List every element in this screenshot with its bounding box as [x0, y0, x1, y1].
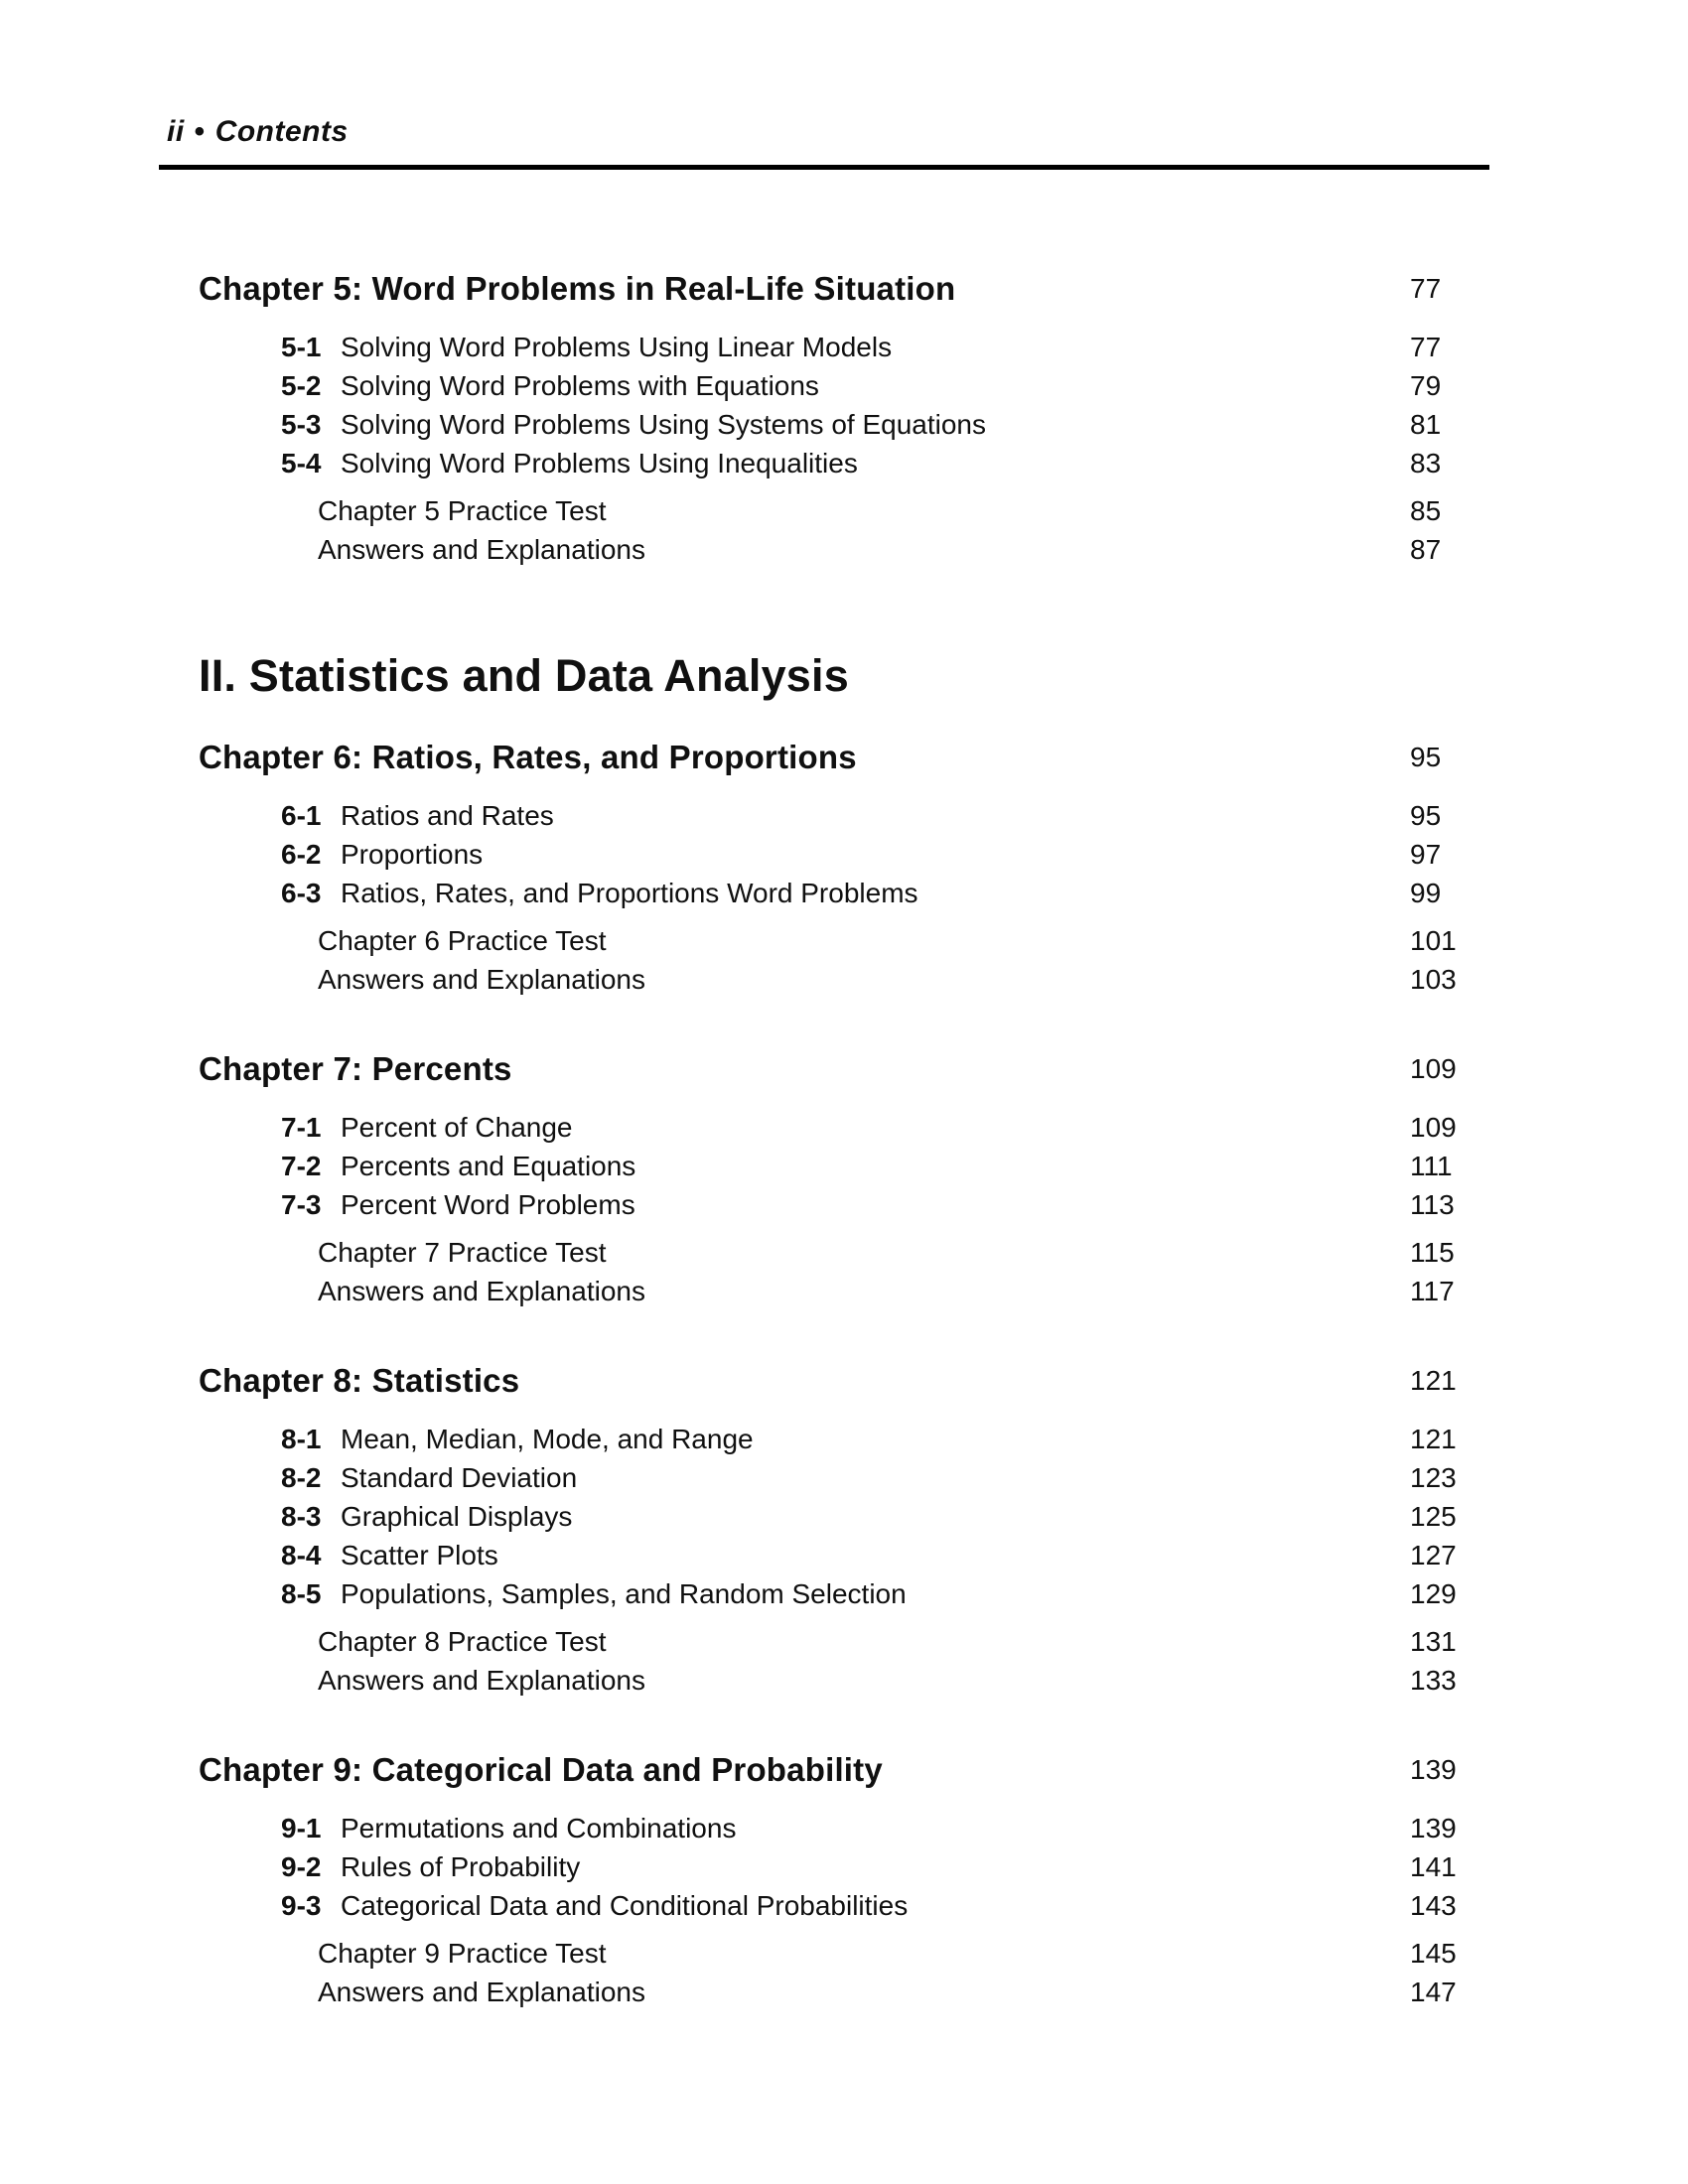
toc-item [0, 328, 1688, 366]
practice-test-label: Chapter 7 Practice Test [318, 1237, 607, 1268]
answers-page-number: 133 [1410, 1665, 1457, 1696]
practice-test-label: Chapter 9 Practice Test [318, 1938, 607, 1969]
bullet-separator: • [194, 115, 206, 148]
toc-item [0, 1886, 1688, 1925]
toc-extra-item [0, 530, 1688, 569]
folio-page-number: ii [167, 115, 185, 148]
toc-item [0, 405, 1688, 444]
answers-page-number: 87 [1410, 534, 1442, 565]
section-title: Mean, Median, Mode, and Range [341, 1424, 754, 1454]
section-title: Populations, Samples, and Random Selection [341, 1578, 907, 1609]
section-page-number: 83 [1410, 448, 1442, 478]
toc-item [0, 1420, 1688, 1458]
running-header-title: Contents [214, 115, 349, 148]
section-title: Standard Deviation [341, 1462, 578, 1493]
chapter-items [0, 796, 1688, 912]
section-title: Ratios and Rates [341, 800, 554, 831]
section-title: Graphical Displays [341, 1501, 573, 1532]
section-page-number: 143 [1410, 1890, 1457, 1921]
section-number: 5-4 [281, 448, 322, 478]
toc-item [0, 1809, 1688, 1847]
chapter-extras [0, 1934, 1688, 2011]
section-title: Solving Word Problems Using Systems of Equations [341, 409, 986, 440]
toc-extra-item [0, 491, 1688, 530]
toc-extra-item [0, 1973, 1688, 2011]
chapter-page-number: 95 [1410, 742, 1442, 772]
toc-item [0, 1458, 1688, 1497]
toc-content [0, 266, 1688, 2011]
section-page-number: 123 [1410, 1462, 1457, 1493]
chapter-page-number: 77 [1410, 273, 1442, 304]
section-number: 5-2 [281, 370, 322, 401]
section-page-number: 109 [1410, 1112, 1457, 1143]
toc-item [0, 444, 1688, 482]
answers-label: Answers and Explanations [318, 1276, 645, 1306]
section-page-number: 113 [1410, 1189, 1455, 1220]
section-page-number: 129 [1410, 1578, 1457, 1609]
practice-test-page-number: 85 [1410, 495, 1442, 526]
section-page-number: 79 [1410, 370, 1442, 401]
section-title: Permutations and Combinations [341, 1813, 737, 1843]
toc-item [0, 835, 1688, 874]
section-number: 9-3 [281, 1890, 322, 1921]
section-number: 9-1 [281, 1813, 322, 1843]
chapter-title: Chapter 8: Statistics [199, 1362, 520, 1399]
answers-page-number: 117 [1410, 1276, 1455, 1306]
section-title: Solving Word Problems with Equations [341, 370, 819, 401]
chapter-9-block [0, 1747, 1688, 2011]
toc-item [0, 874, 1688, 912]
section-title: Percents and Equations [341, 1151, 636, 1181]
section-page-number: 139 [1410, 1813, 1457, 1843]
chapter-page-number: 121 [1410, 1365, 1457, 1396]
toc-item [0, 1574, 1688, 1613]
running-header [167, 115, 349, 149]
chapter-items [0, 1809, 1688, 1925]
section-page-number: 111 [1410, 1151, 1453, 1181]
answers-label: Answers and Explanations [318, 964, 645, 995]
chapter-title: Chapter 6: Ratios, Rates, and Proportions [199, 739, 857, 775]
toc-extra-item [0, 960, 1688, 999]
chapter-title: Chapter 9: Categorical Data and Probability [199, 1751, 883, 1788]
toc-extra-item [0, 1233, 1688, 1272]
section-page-number: 95 [1410, 800, 1442, 831]
toc-extra-item [0, 921, 1688, 960]
section-number: 5-3 [281, 409, 322, 440]
part-heading-row [0, 647, 1688, 705]
toc-item [0, 366, 1688, 405]
section-number: 7-3 [281, 1189, 322, 1220]
section-title: Ratios, Rates, and Proportions Word Problems [341, 878, 918, 908]
answers-label: Answers and Explanations [318, 1977, 645, 2007]
chapter-8-block [0, 1358, 1688, 1700]
chapter-title: Chapter 5: Word Problems in Real-Life Situation [199, 270, 956, 307]
section-title: Proportions [341, 839, 484, 870]
section-number: 7-2 [281, 1151, 322, 1181]
chapter-items [0, 328, 1688, 482]
answers-page-number: 147 [1410, 1977, 1457, 2007]
part-heading: II. Statistics and Data Analysis [199, 650, 849, 701]
practice-test-page-number: 145 [1410, 1938, 1457, 1969]
toc-item [0, 1147, 1688, 1185]
toc-item [0, 796, 1688, 835]
practice-test-label: Chapter 5 Practice Test [318, 495, 607, 526]
toc-extra-item [0, 1661, 1688, 1700]
toc-extra-item [0, 1272, 1688, 1310]
chapter-items [0, 1420, 1688, 1613]
section-title: Rules of Probability [341, 1851, 581, 1882]
section-page-number: 141 [1410, 1851, 1457, 1882]
section-number: 8-1 [281, 1424, 322, 1454]
chapter-5-block [0, 266, 1688, 569]
section-title: Scatter Plots [341, 1540, 498, 1570]
chapter-heading-row [0, 735, 1688, 780]
section-number: 8-5 [281, 1578, 322, 1609]
practice-test-page-number: 115 [1410, 1237, 1455, 1268]
chapter-page-number: 139 [1410, 1754, 1457, 1785]
chapter-extras [0, 491, 1688, 569]
section-number: 6-3 [281, 878, 322, 908]
section-number: 5-1 [281, 332, 322, 362]
practice-test-label: Chapter 8 Practice Test [318, 1626, 607, 1657]
section-page-number: 77 [1410, 332, 1442, 362]
section-page-number: 127 [1410, 1540, 1457, 1570]
chapter-heading-row [0, 1046, 1688, 1092]
answers-page-number: 103 [1410, 964, 1457, 995]
section-title: Percent Word Problems [341, 1189, 635, 1220]
practice-test-page-number: 101 [1410, 925, 1457, 956]
chapter-page-number: 109 [1410, 1053, 1457, 1084]
chapter-extras [0, 921, 1688, 999]
section-page-number: 125 [1410, 1501, 1457, 1532]
section-title: Solving Word Problems Using Linear Models [341, 332, 893, 362]
section-number: 6-1 [281, 800, 322, 831]
header-rule [159, 165, 1489, 170]
toc-item [0, 1185, 1688, 1224]
chapter-extras [0, 1622, 1688, 1700]
chapter-heading-row [0, 266, 1688, 312]
chapter-items [0, 1108, 1688, 1224]
section-number: 8-2 [281, 1462, 322, 1493]
answers-label: Answers and Explanations [318, 1665, 645, 1696]
toc-item [0, 1497, 1688, 1536]
section-number: 6-2 [281, 839, 322, 870]
section-title: Categorical Data and Conditional Probabilities [341, 1890, 909, 1921]
toc-item [0, 1536, 1688, 1574]
toc-extra-item [0, 1934, 1688, 1973]
section-page-number: 121 [1410, 1424, 1457, 1454]
section-title: Percent of Change [341, 1112, 573, 1143]
toc-item [0, 1108, 1688, 1147]
chapter-heading-row [0, 1747, 1688, 1793]
toc-extra-item [0, 1622, 1688, 1661]
section-number: 8-3 [281, 1501, 322, 1532]
chapter-extras [0, 1233, 1688, 1310]
toc-item [0, 1847, 1688, 1886]
section-title: Solving Word Problems Using Inequalities [341, 448, 858, 478]
practice-test-label: Chapter 6 Practice Test [318, 925, 607, 956]
chapter-title: Chapter 7: Percents [199, 1050, 512, 1087]
chapter-heading-row [0, 1358, 1688, 1404]
answers-label: Answers and Explanations [318, 534, 645, 565]
section-number: 8-4 [281, 1540, 322, 1570]
chapter-6-block [0, 735, 1688, 999]
section-page-number: 99 [1410, 878, 1442, 908]
section-number: 7-1 [281, 1112, 322, 1143]
chapter-7-block [0, 1046, 1688, 1310]
section-number: 9-2 [281, 1851, 322, 1882]
section-page-number: 81 [1410, 409, 1442, 440]
practice-test-page-number: 131 [1410, 1626, 1457, 1657]
section-page-number: 97 [1410, 839, 1442, 870]
